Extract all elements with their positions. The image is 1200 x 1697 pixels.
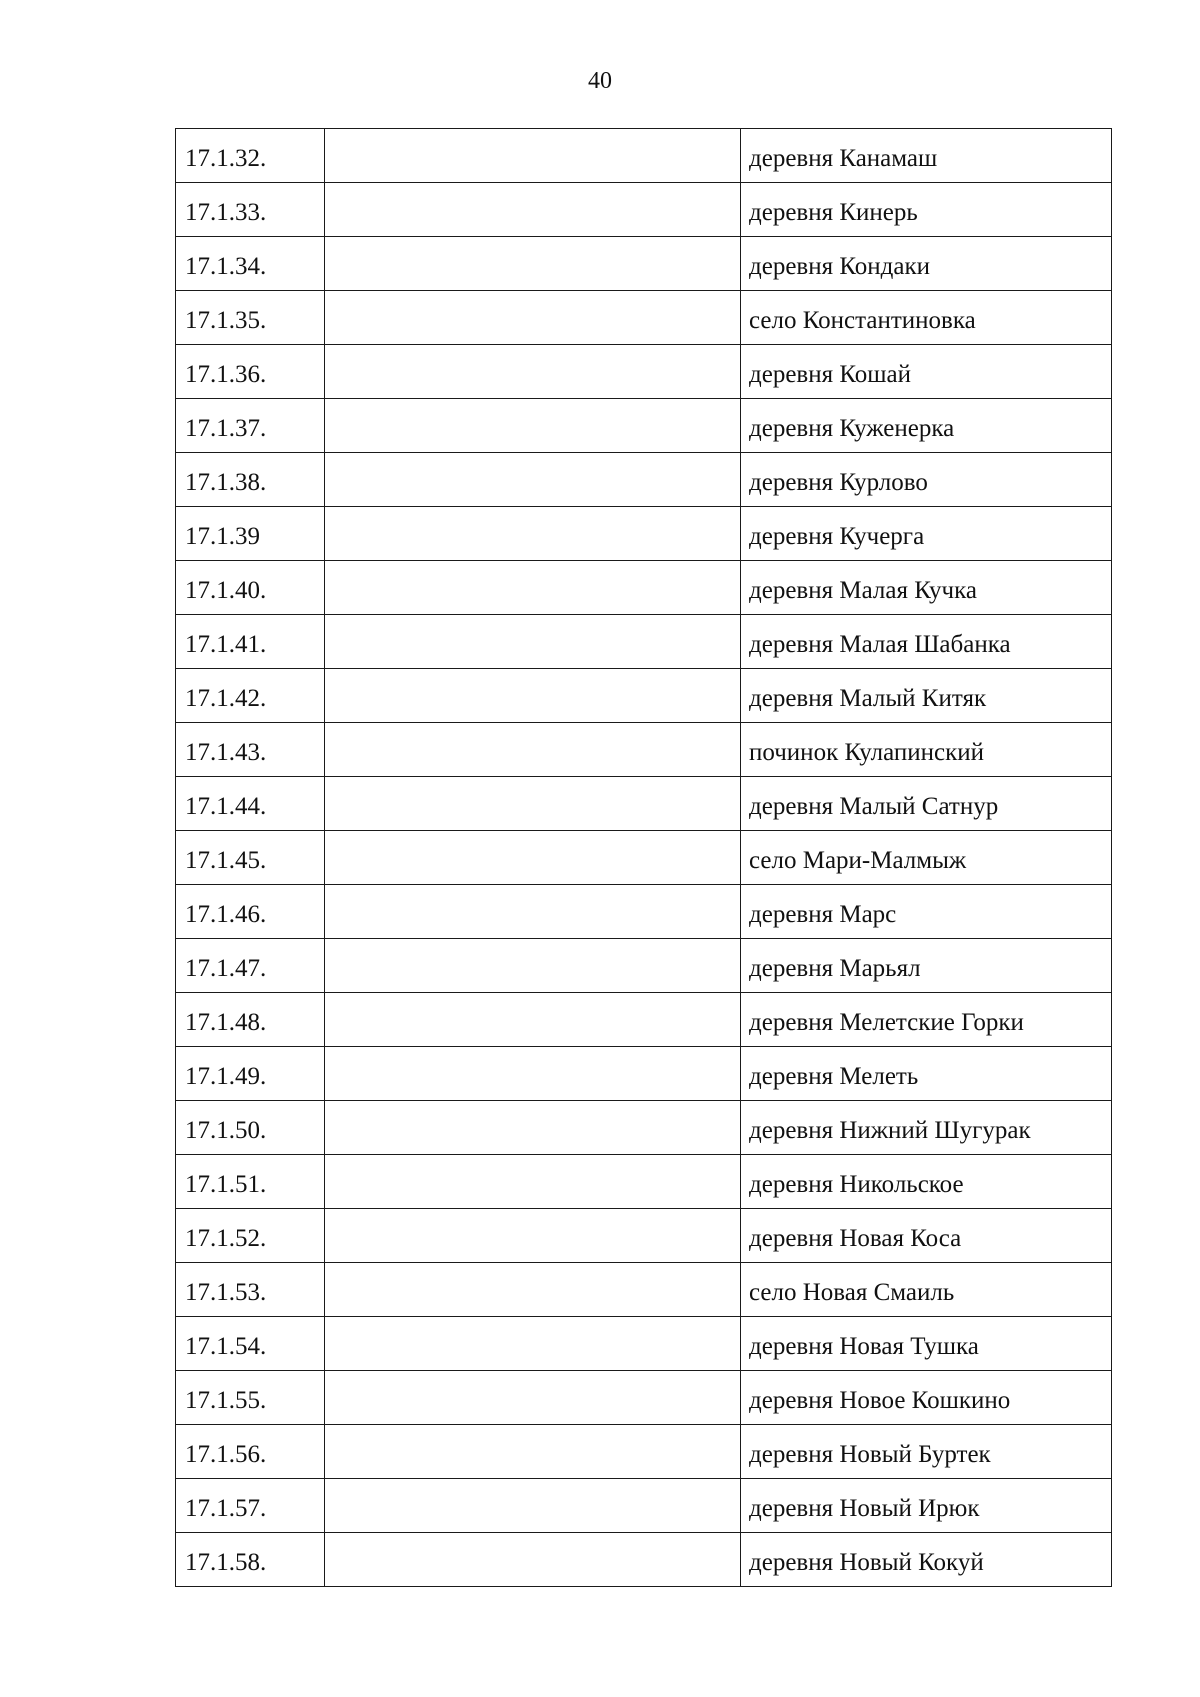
- settlement-name: деревня Малая Кучка: [749, 576, 977, 604]
- settlement-name-cell: [741, 993, 1112, 1047]
- empty-cell: [325, 939, 741, 993]
- row-number: 17.1.38.: [185, 468, 267, 496]
- table-row: [176, 561, 1112, 615]
- empty-cell: [325, 1209, 741, 1263]
- page-number: 40: [588, 68, 612, 94]
- settlement-name: починок Кулапинский: [749, 738, 985, 766]
- row-number-cell: [176, 939, 325, 993]
- settlement-name: деревня Марс: [749, 900, 897, 928]
- table-row: [176, 1425, 1112, 1479]
- row-number: 17.1.52.: [185, 1224, 267, 1252]
- row-number-cell: [176, 669, 325, 723]
- row-number-cell: [176, 1317, 325, 1371]
- settlement-name-cell: [741, 831, 1112, 885]
- row-number-cell: [176, 507, 325, 561]
- row-number-cell: [176, 1479, 325, 1533]
- settlement-name: деревня Кучерга: [749, 522, 925, 550]
- row-number-cell: [176, 1101, 325, 1155]
- settlement-name-cell: [741, 1317, 1112, 1371]
- row-number: 17.1.34.: [185, 252, 267, 280]
- row-number: 17.1.47.: [185, 954, 267, 982]
- row-number-cell: [176, 1047, 325, 1101]
- empty-cell: [325, 669, 741, 723]
- row-number-cell: [176, 129, 325, 183]
- empty-cell: [325, 1263, 741, 1317]
- row-number: 17.1.58.: [185, 1548, 267, 1576]
- row-number: 17.1.48.: [185, 1008, 267, 1036]
- settlement-name: деревня Новое Кошкино: [749, 1386, 1011, 1414]
- empty-cell: [325, 615, 741, 669]
- settlement-name: деревня Мелетские Горки: [749, 1008, 1024, 1036]
- empty-cell: [325, 237, 741, 291]
- row-number: 17.1.39: [185, 522, 260, 550]
- settlement-name-cell: [741, 183, 1112, 237]
- empty-cell: [325, 993, 741, 1047]
- row-number-cell: [176, 777, 325, 831]
- settlement-name: деревня Канамаш: [749, 144, 938, 172]
- settlement-name-cell: [741, 561, 1112, 615]
- empty-cell: [325, 561, 741, 615]
- settlement-name: село Новая Смаиль: [749, 1278, 955, 1306]
- settlement-name: деревня Нижний Шугурак: [749, 1116, 1031, 1144]
- empty-cell: [325, 1371, 741, 1425]
- table-row: [176, 1209, 1112, 1263]
- table-row: [176, 1155, 1112, 1209]
- table-row: [176, 345, 1112, 399]
- settlement-name-cell: [741, 1263, 1112, 1317]
- settlement-name: деревня Мелеть: [749, 1062, 919, 1090]
- settlement-name-cell: [741, 237, 1112, 291]
- table-row: [176, 1047, 1112, 1101]
- row-number: 17.1.49.: [185, 1062, 267, 1090]
- row-number-cell: [176, 885, 325, 939]
- table-row: [176, 291, 1112, 345]
- settlement-name-cell: [741, 291, 1112, 345]
- table-row: [176, 1101, 1112, 1155]
- settlement-name-cell: [741, 1209, 1112, 1263]
- table-row: [176, 615, 1112, 669]
- table-row: [176, 237, 1112, 291]
- table-row: [176, 129, 1112, 183]
- empty-cell: [325, 345, 741, 399]
- empty-cell: [325, 1425, 741, 1479]
- empty-cell: [325, 507, 741, 561]
- table-row: [176, 723, 1112, 777]
- settlements-table: [175, 128, 1112, 1587]
- row-number: 17.1.37.: [185, 414, 267, 442]
- row-number: 17.1.51.: [185, 1170, 267, 1198]
- empty-cell: [325, 1101, 741, 1155]
- settlement-name: деревня Курлово: [749, 468, 928, 496]
- settlement-name: село Константиновка: [749, 306, 976, 334]
- row-number: 17.1.56.: [185, 1440, 267, 1468]
- table-row: [176, 1317, 1112, 1371]
- empty-cell: [325, 1533, 741, 1587]
- settlement-name-cell: [741, 939, 1112, 993]
- empty-cell: [325, 777, 741, 831]
- row-number: 17.1.57.: [185, 1494, 267, 1522]
- table-row: [176, 831, 1112, 885]
- settlement-name-cell: [741, 885, 1112, 939]
- table-row: [176, 1263, 1112, 1317]
- settlement-name-cell: [741, 723, 1112, 777]
- row-number: 17.1.53.: [185, 1278, 267, 1306]
- empty-cell: [325, 831, 741, 885]
- settlement-name-cell: [741, 669, 1112, 723]
- row-number: 17.1.33.: [185, 198, 267, 226]
- table-row: [176, 453, 1112, 507]
- settlement-name-cell: [741, 777, 1112, 831]
- settlement-name-cell: [741, 1533, 1112, 1587]
- settlement-name: деревня Новый Буртек: [749, 1440, 991, 1468]
- settlement-name-cell: [741, 1101, 1112, 1155]
- settlement-name: село Мари-Малмыж: [749, 846, 967, 874]
- row-number-cell: [176, 345, 325, 399]
- settlement-name: деревня Новая Тушка: [749, 1332, 979, 1360]
- settlement-name-cell: [741, 615, 1112, 669]
- settlement-name: деревня Малый Китяк: [749, 684, 987, 712]
- settlement-name-cell: [741, 345, 1112, 399]
- row-number: 17.1.43.: [185, 738, 267, 766]
- empty-cell: [325, 399, 741, 453]
- empty-cell: [325, 1479, 741, 1533]
- empty-cell: [325, 453, 741, 507]
- settlement-name-cell: [741, 507, 1112, 561]
- settlement-name-cell: [741, 399, 1112, 453]
- settlement-name-cell: [741, 1479, 1112, 1533]
- row-number-cell: [176, 561, 325, 615]
- row-number: 17.1.44.: [185, 792, 267, 820]
- table-row: [176, 993, 1112, 1047]
- settlement-name: деревня Куженерка: [749, 414, 955, 442]
- table-row: [176, 399, 1112, 453]
- row-number: 17.1.50.: [185, 1116, 267, 1144]
- row-number-cell: [176, 183, 325, 237]
- table-row: [176, 1371, 1112, 1425]
- row-number-cell: [176, 831, 325, 885]
- settlement-name: деревня Кинерь: [749, 198, 918, 226]
- table-row: [176, 777, 1112, 831]
- row-number: 17.1.32.: [185, 144, 267, 172]
- settlement-name-cell: [741, 1371, 1112, 1425]
- row-number-cell: [176, 1533, 325, 1587]
- settlement-name-cell: [741, 1047, 1112, 1101]
- empty-cell: [325, 723, 741, 777]
- row-number-cell: [176, 723, 325, 777]
- table-row: [176, 1479, 1112, 1533]
- row-number: 17.1.45.: [185, 846, 267, 874]
- settlement-name-cell: [741, 453, 1112, 507]
- row-number: 17.1.35.: [185, 306, 267, 334]
- empty-cell: [325, 291, 741, 345]
- table-row: [176, 1533, 1112, 1587]
- settlement-name: деревня Малая Шабанка: [749, 630, 1011, 658]
- row-number: 17.1.54.: [185, 1332, 267, 1360]
- row-number: 17.1.36.: [185, 360, 267, 388]
- settlement-name: деревня Никольское: [749, 1170, 964, 1198]
- settlement-name: деревня Новый Кокуй: [749, 1548, 984, 1576]
- empty-cell: [325, 1155, 741, 1209]
- table-row: [176, 183, 1112, 237]
- row-number-cell: [176, 1155, 325, 1209]
- row-number: 17.1.46.: [185, 900, 267, 928]
- row-number-cell: [176, 993, 325, 1047]
- table-body: [176, 129, 1112, 1587]
- row-number: 17.1.41.: [185, 630, 267, 658]
- empty-cell: [325, 129, 741, 183]
- row-number-cell: [176, 1371, 325, 1425]
- row-number-cell: [176, 237, 325, 291]
- settlement-name: деревня Новая Коса: [749, 1224, 962, 1252]
- row-number-cell: [176, 399, 325, 453]
- row-number-cell: [176, 1263, 325, 1317]
- settlement-name-cell: [741, 129, 1112, 183]
- settlement-name: деревня Новый Ирюк: [749, 1494, 980, 1522]
- settlement-name: деревня Малый Сатнур: [749, 792, 999, 820]
- table-row: [176, 939, 1112, 993]
- empty-cell: [325, 183, 741, 237]
- settlement-name-cell: [741, 1425, 1112, 1479]
- empty-cell: [325, 1317, 741, 1371]
- settlement-name: деревня Кондаки: [749, 252, 930, 280]
- empty-cell: [325, 885, 741, 939]
- settlement-name-cell: [741, 1155, 1112, 1209]
- row-number-cell: [176, 1425, 325, 1479]
- table-row: [176, 669, 1112, 723]
- row-number-cell: [176, 1209, 325, 1263]
- table-row: [176, 507, 1112, 561]
- settlement-name: деревня Кошай: [749, 360, 911, 388]
- empty-cell: [325, 1047, 741, 1101]
- row-number-cell: [176, 453, 325, 507]
- settlement-name: деревня Марьял: [749, 954, 921, 982]
- row-number-cell: [176, 615, 325, 669]
- table-row: [176, 885, 1112, 939]
- row-number-cell: [176, 291, 325, 345]
- row-number: 17.1.42.: [185, 684, 267, 712]
- row-number: 17.1.55.: [185, 1386, 267, 1414]
- row-number: 17.1.40.: [185, 576, 267, 604]
